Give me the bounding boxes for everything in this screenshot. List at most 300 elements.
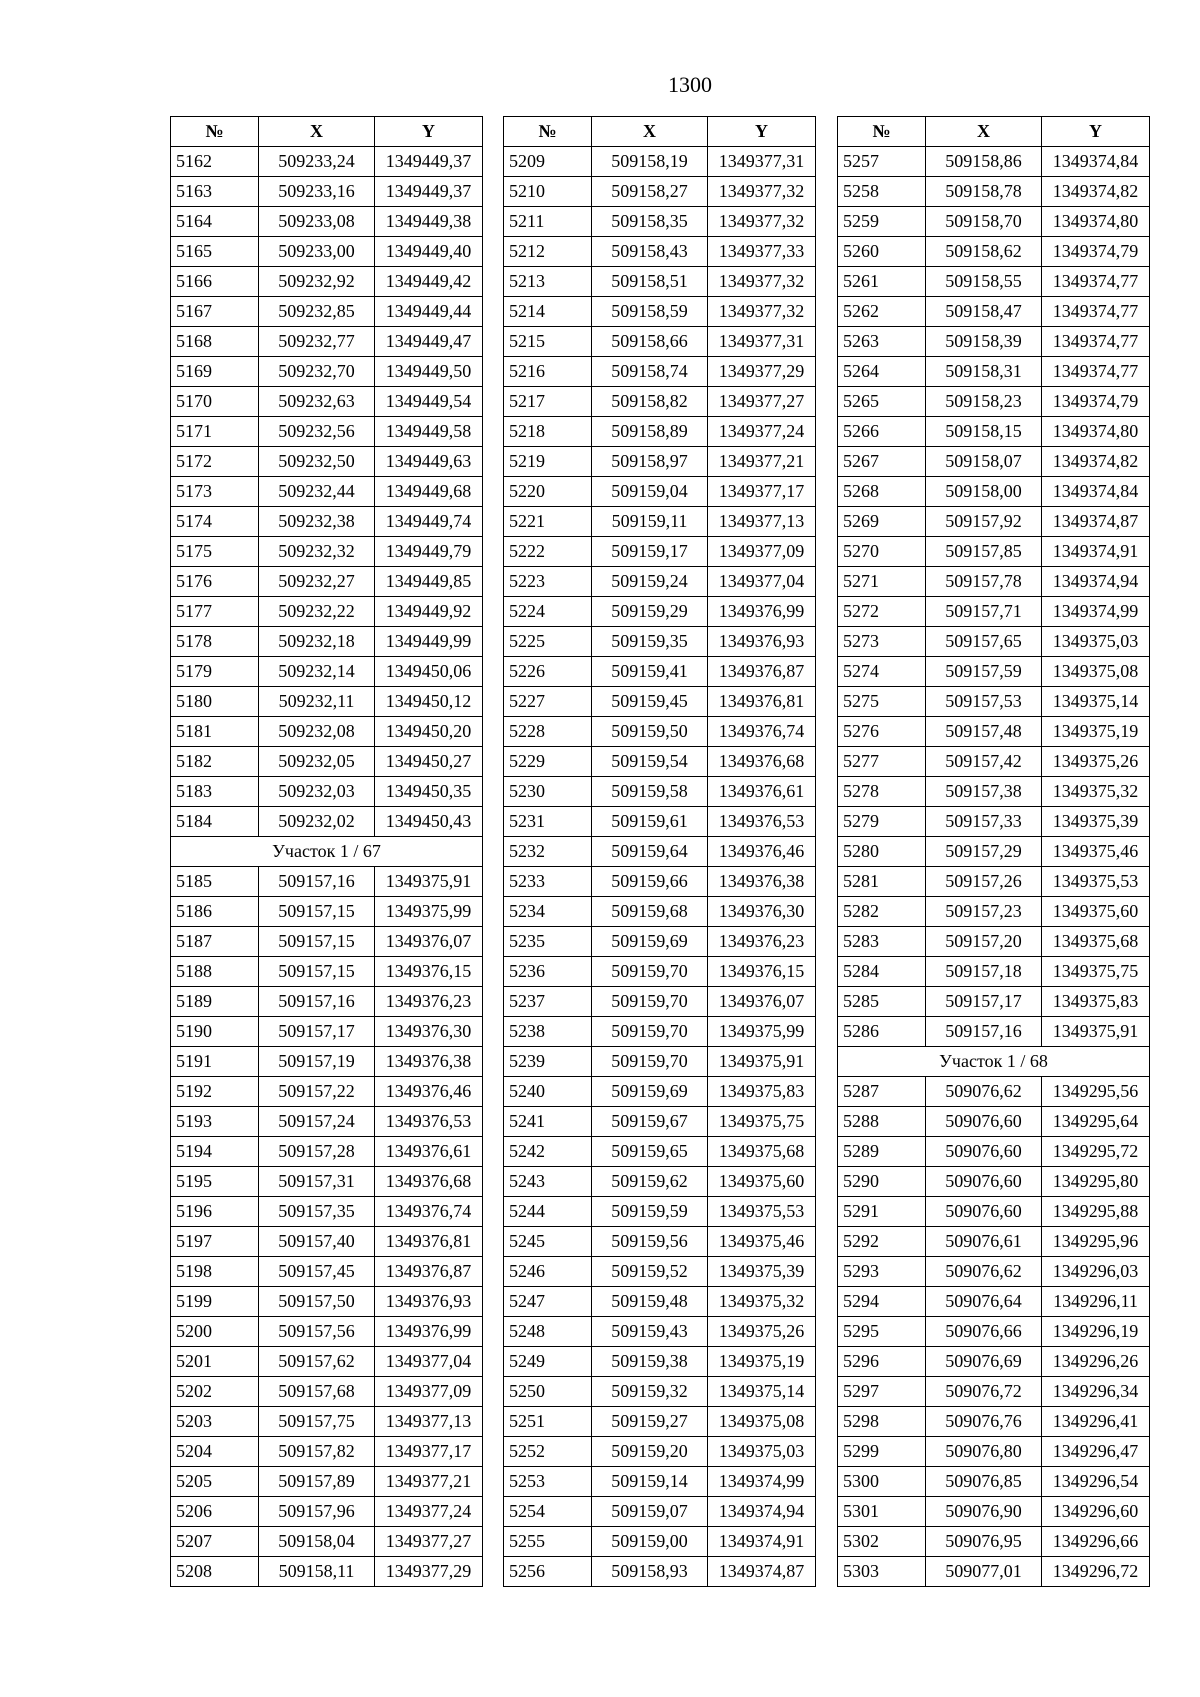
table-row bbox=[838, 507, 1150, 537]
x-coordinate: 509158,07 bbox=[926, 447, 1042, 477]
table-row bbox=[838, 1407, 1150, 1437]
y-coordinate: 1349376,07 bbox=[375, 927, 483, 957]
point-number: 5174 bbox=[171, 507, 259, 537]
x-coordinate: 509159,54 bbox=[592, 747, 708, 777]
table-row bbox=[171, 357, 483, 387]
table-row bbox=[171, 687, 483, 717]
table-row bbox=[504, 1107, 816, 1137]
x-coordinate: 509157,78 bbox=[926, 567, 1042, 597]
x-coordinate: 509159,45 bbox=[592, 687, 708, 717]
y-coordinate: 1349375,39 bbox=[1042, 807, 1150, 837]
table-row bbox=[171, 447, 483, 477]
point-number: 5178 bbox=[171, 627, 259, 657]
y-coordinate: 1349450,43 bbox=[375, 807, 483, 837]
x-coordinate: 509233,00 bbox=[259, 237, 375, 267]
x-coordinate: 509157,18 bbox=[926, 957, 1042, 987]
x-coordinate: 509157,17 bbox=[259, 1017, 375, 1047]
point-number: 5236 bbox=[504, 957, 592, 987]
table-row bbox=[171, 1257, 483, 1287]
table-row bbox=[504, 1557, 816, 1587]
table-row bbox=[504, 1077, 816, 1107]
table-row bbox=[171, 1497, 483, 1527]
x-coordinate: 509157,48 bbox=[926, 717, 1042, 747]
table-row bbox=[171, 177, 483, 207]
y-coordinate: 1349296,26 bbox=[1042, 1347, 1150, 1377]
y-coordinate: 1349376,46 bbox=[708, 837, 816, 867]
point-number: 5215 bbox=[504, 327, 592, 357]
x-coordinate: 509157,85 bbox=[926, 537, 1042, 567]
x-coordinate: 509158,66 bbox=[592, 327, 708, 357]
y-coordinate: 1349377,33 bbox=[708, 237, 816, 267]
table-row bbox=[171, 1347, 483, 1377]
x-coordinate: 509157,71 bbox=[926, 597, 1042, 627]
table-row bbox=[838, 777, 1150, 807]
x-coordinate: 509076,60 bbox=[926, 1107, 1042, 1137]
table-row bbox=[504, 1227, 816, 1257]
table-row bbox=[504, 1047, 816, 1077]
x-coordinate: 509076,61 bbox=[926, 1227, 1042, 1257]
point-number: 5206 bbox=[171, 1497, 259, 1527]
point-number: 5289 bbox=[838, 1137, 926, 1167]
point-number: 5263 bbox=[838, 327, 926, 357]
x-coordinate: 509157,35 bbox=[259, 1197, 375, 1227]
x-coordinate: 509159,70 bbox=[592, 1017, 708, 1047]
point-number: 5287 bbox=[838, 1077, 926, 1107]
x-coordinate: 509158,47 bbox=[926, 297, 1042, 327]
x-coordinate: 509159,48 bbox=[592, 1287, 708, 1317]
x-coordinate: 509232,70 bbox=[259, 357, 375, 387]
point-number: 5276 bbox=[838, 717, 926, 747]
x-coordinate: 509232,05 bbox=[259, 747, 375, 777]
x-coordinate: 509159,32 bbox=[592, 1377, 708, 1407]
y-coordinate: 1349449,37 bbox=[375, 177, 483, 207]
table-row bbox=[171, 807, 483, 837]
y-coordinate: 1349296,60 bbox=[1042, 1497, 1150, 1527]
y-coordinate: 1349375,03 bbox=[708, 1437, 816, 1467]
point-number: 5270 bbox=[838, 537, 926, 567]
x-coordinate: 509158,51 bbox=[592, 267, 708, 297]
table-row bbox=[838, 1137, 1150, 1167]
header-y: Y bbox=[375, 117, 483, 147]
point-number: 5250 bbox=[504, 1377, 592, 1407]
point-number: 5176 bbox=[171, 567, 259, 597]
x-coordinate: 509159,64 bbox=[592, 837, 708, 867]
y-coordinate: 1349374,77 bbox=[1042, 357, 1150, 387]
header-x: X bbox=[926, 117, 1042, 147]
point-number: 5217 bbox=[504, 387, 592, 417]
point-number: 5163 bbox=[171, 177, 259, 207]
table-row bbox=[838, 447, 1150, 477]
y-coordinate: 1349377,32 bbox=[708, 207, 816, 237]
x-coordinate: 509159,00 bbox=[592, 1527, 708, 1557]
y-coordinate: 1349374,79 bbox=[1042, 387, 1150, 417]
y-coordinate: 1349449,58 bbox=[375, 417, 483, 447]
point-number: 5231 bbox=[504, 807, 592, 837]
y-coordinate: 1349376,99 bbox=[708, 597, 816, 627]
point-number: 5211 bbox=[504, 207, 592, 237]
point-number: 5299 bbox=[838, 1437, 926, 1467]
x-coordinate: 509158,70 bbox=[926, 207, 1042, 237]
y-coordinate: 1349376,68 bbox=[708, 747, 816, 777]
x-coordinate: 509157,22 bbox=[259, 1077, 375, 1107]
x-coordinate: 509232,22 bbox=[259, 597, 375, 627]
y-coordinate: 1349377,09 bbox=[375, 1377, 483, 1407]
table-row bbox=[171, 297, 483, 327]
x-coordinate: 509157,20 bbox=[926, 927, 1042, 957]
x-coordinate: 509158,23 bbox=[926, 387, 1042, 417]
point-number: 5172 bbox=[171, 447, 259, 477]
table-row bbox=[838, 1107, 1150, 1137]
point-number: 5248 bbox=[504, 1317, 592, 1347]
point-number: 5196 bbox=[171, 1197, 259, 1227]
table-row bbox=[171, 237, 483, 267]
y-coordinate: 1349375,99 bbox=[708, 1017, 816, 1047]
y-coordinate: 1349449,44 bbox=[375, 297, 483, 327]
point-number: 5223 bbox=[504, 567, 592, 597]
table-row bbox=[838, 417, 1150, 447]
point-number: 5301 bbox=[838, 1497, 926, 1527]
y-coordinate: 1349377,24 bbox=[708, 417, 816, 447]
x-coordinate: 509157,16 bbox=[259, 867, 375, 897]
table-row bbox=[504, 1137, 816, 1167]
x-coordinate: 509158,00 bbox=[926, 477, 1042, 507]
point-number: 5187 bbox=[171, 927, 259, 957]
y-coordinate: 1349375,14 bbox=[708, 1377, 816, 1407]
x-coordinate: 509157,65 bbox=[926, 627, 1042, 657]
point-number: 5188 bbox=[171, 957, 259, 987]
y-coordinate: 1349377,21 bbox=[708, 447, 816, 477]
x-coordinate: 509232,92 bbox=[259, 267, 375, 297]
point-number: 5204 bbox=[171, 1437, 259, 1467]
table-row bbox=[504, 627, 816, 657]
x-coordinate: 509232,18 bbox=[259, 627, 375, 657]
table-row bbox=[838, 987, 1150, 1017]
table-row bbox=[838, 477, 1150, 507]
y-coordinate: 1349450,35 bbox=[375, 777, 483, 807]
y-coordinate: 1349376,74 bbox=[375, 1197, 483, 1227]
point-number: 5195 bbox=[171, 1167, 259, 1197]
x-coordinate: 509158,43 bbox=[592, 237, 708, 267]
y-coordinate: 1349449,54 bbox=[375, 387, 483, 417]
table-row bbox=[838, 1377, 1150, 1407]
table-row bbox=[504, 747, 816, 777]
y-coordinate: 1349449,68 bbox=[375, 477, 483, 507]
header-x: X bbox=[259, 117, 375, 147]
x-coordinate: 509158,15 bbox=[926, 417, 1042, 447]
y-coordinate: 1349375,68 bbox=[708, 1137, 816, 1167]
x-coordinate: 509157,26 bbox=[926, 867, 1042, 897]
y-coordinate: 1349450,06 bbox=[375, 657, 483, 687]
point-number: 5261 bbox=[838, 267, 926, 297]
table-row bbox=[838, 327, 1150, 357]
y-coordinate: 1349376,87 bbox=[708, 657, 816, 687]
table-row bbox=[838, 1347, 1150, 1377]
point-number: 5260 bbox=[838, 237, 926, 267]
y-coordinate: 1349377,17 bbox=[375, 1437, 483, 1467]
point-number: 5185 bbox=[171, 867, 259, 897]
table-row bbox=[171, 777, 483, 807]
table-row bbox=[838, 747, 1150, 777]
table-row bbox=[171, 1107, 483, 1137]
point-number: 5177 bbox=[171, 597, 259, 627]
table-row bbox=[504, 717, 816, 747]
x-coordinate: 509076,60 bbox=[926, 1137, 1042, 1167]
point-number: 5183 bbox=[171, 777, 259, 807]
table-row bbox=[171, 597, 483, 627]
point-number: 5291 bbox=[838, 1197, 926, 1227]
y-coordinate: 1349449,92 bbox=[375, 597, 483, 627]
y-coordinate: 1349377,21 bbox=[375, 1467, 483, 1497]
point-number: 5286 bbox=[838, 1017, 926, 1047]
y-coordinate: 1349374,99 bbox=[1042, 597, 1150, 627]
point-number: 5194 bbox=[171, 1137, 259, 1167]
y-coordinate: 1349375,60 bbox=[1042, 897, 1150, 927]
header-x: X bbox=[592, 117, 708, 147]
table-row bbox=[838, 1557, 1150, 1587]
point-number: 5230 bbox=[504, 777, 592, 807]
table-row bbox=[171, 627, 483, 657]
point-number: 5246 bbox=[504, 1257, 592, 1287]
y-coordinate: 1349296,19 bbox=[1042, 1317, 1150, 1347]
x-coordinate: 509232,85 bbox=[259, 297, 375, 327]
point-number: 5193 bbox=[171, 1107, 259, 1137]
table-row bbox=[171, 747, 483, 777]
point-number: 5298 bbox=[838, 1407, 926, 1437]
y-coordinate: 1349374,94 bbox=[1042, 567, 1150, 597]
y-coordinate: 1349376,53 bbox=[375, 1107, 483, 1137]
table-row bbox=[171, 867, 483, 897]
point-number: 5228 bbox=[504, 717, 592, 747]
table-row bbox=[171, 717, 483, 747]
y-coordinate: 1349376,93 bbox=[708, 627, 816, 657]
x-coordinate: 509157,33 bbox=[926, 807, 1042, 837]
point-number: 5239 bbox=[504, 1047, 592, 1077]
table-row bbox=[504, 297, 816, 327]
y-coordinate: 1349374,84 bbox=[1042, 147, 1150, 177]
y-coordinate: 1349377,13 bbox=[708, 507, 816, 537]
table-row bbox=[171, 927, 483, 957]
x-coordinate: 509159,11 bbox=[592, 507, 708, 537]
x-coordinate: 509077,01 bbox=[926, 1557, 1042, 1587]
point-number: 5189 bbox=[171, 987, 259, 1017]
x-coordinate: 509076,80 bbox=[926, 1437, 1042, 1467]
y-coordinate: 1349296,66 bbox=[1042, 1527, 1150, 1557]
x-coordinate: 509076,62 bbox=[926, 1077, 1042, 1107]
table-row bbox=[504, 417, 816, 447]
point-number: 5171 bbox=[171, 417, 259, 447]
x-coordinate: 509157,68 bbox=[259, 1377, 375, 1407]
x-coordinate: 509158,93 bbox=[592, 1557, 708, 1587]
y-coordinate: 1349377,24 bbox=[375, 1497, 483, 1527]
table-row bbox=[838, 687, 1150, 717]
x-coordinate: 509232,77 bbox=[259, 327, 375, 357]
x-coordinate: 509232,02 bbox=[259, 807, 375, 837]
point-number: 5249 bbox=[504, 1347, 592, 1377]
point-number: 5200 bbox=[171, 1317, 259, 1347]
point-number: 5192 bbox=[171, 1077, 259, 1107]
point-number: 5271 bbox=[838, 567, 926, 597]
y-coordinate: 1349375,83 bbox=[708, 1077, 816, 1107]
point-number: 5175 bbox=[171, 537, 259, 567]
x-coordinate: 509159,20 bbox=[592, 1437, 708, 1467]
table-row bbox=[171, 1377, 483, 1407]
y-coordinate: 1349374,77 bbox=[1042, 297, 1150, 327]
point-number: 5268 bbox=[838, 477, 926, 507]
table-row bbox=[838, 1167, 1150, 1197]
y-coordinate: 1349295,64 bbox=[1042, 1107, 1150, 1137]
section-row bbox=[171, 837, 483, 867]
x-coordinate: 509076,72 bbox=[926, 1377, 1042, 1407]
table-row bbox=[504, 177, 816, 207]
y-coordinate: 1349449,63 bbox=[375, 447, 483, 477]
y-coordinate: 1349375,26 bbox=[708, 1317, 816, 1347]
y-coordinate: 1349374,84 bbox=[1042, 477, 1150, 507]
x-coordinate: 509158,97 bbox=[592, 447, 708, 477]
x-coordinate: 509076,66 bbox=[926, 1317, 1042, 1347]
point-number: 5212 bbox=[504, 237, 592, 267]
point-number: 5191 bbox=[171, 1047, 259, 1077]
x-coordinate: 509159,17 bbox=[592, 537, 708, 567]
table-row bbox=[838, 297, 1150, 327]
y-coordinate: 1349376,23 bbox=[708, 927, 816, 957]
y-coordinate: 1349449,37 bbox=[375, 147, 483, 177]
point-number: 5198 bbox=[171, 1257, 259, 1287]
y-coordinate: 1349449,38 bbox=[375, 207, 483, 237]
point-number: 5275 bbox=[838, 687, 926, 717]
table-row bbox=[504, 927, 816, 957]
point-number: 5226 bbox=[504, 657, 592, 687]
y-coordinate: 1349374,77 bbox=[1042, 327, 1150, 357]
table-row bbox=[838, 897, 1150, 927]
point-number: 5279 bbox=[838, 807, 926, 837]
y-coordinate: 1349377,04 bbox=[375, 1347, 483, 1377]
x-coordinate: 509158,86 bbox=[926, 147, 1042, 177]
point-number: 5242 bbox=[504, 1137, 592, 1167]
table-row bbox=[504, 1347, 816, 1377]
x-coordinate: 509157,96 bbox=[259, 1497, 375, 1527]
section-row bbox=[838, 1047, 1150, 1077]
table-row bbox=[838, 657, 1150, 687]
y-coordinate: 1349377,31 bbox=[708, 327, 816, 357]
x-coordinate: 509159,35 bbox=[592, 627, 708, 657]
y-coordinate: 1349375,91 bbox=[375, 867, 483, 897]
x-coordinate: 509159,07 bbox=[592, 1497, 708, 1527]
table-row bbox=[171, 1287, 483, 1317]
x-coordinate: 509158,27 bbox=[592, 177, 708, 207]
table-row bbox=[504, 567, 816, 597]
table-row bbox=[504, 387, 816, 417]
y-coordinate: 1349449,85 bbox=[375, 567, 483, 597]
x-coordinate: 509157,23 bbox=[926, 897, 1042, 927]
y-coordinate: 1349376,61 bbox=[375, 1137, 483, 1167]
x-coordinate: 509233,24 bbox=[259, 147, 375, 177]
x-coordinate: 509232,38 bbox=[259, 507, 375, 537]
point-number: 5258 bbox=[838, 177, 926, 207]
point-number: 5272 bbox=[838, 597, 926, 627]
x-coordinate: 509158,35 bbox=[592, 207, 708, 237]
point-number: 5216 bbox=[504, 357, 592, 387]
table-row bbox=[504, 1377, 816, 1407]
point-number: 5201 bbox=[171, 1347, 259, 1377]
point-number: 5243 bbox=[504, 1167, 592, 1197]
table-row bbox=[171, 537, 483, 567]
table-row bbox=[504, 447, 816, 477]
point-number: 5266 bbox=[838, 417, 926, 447]
y-coordinate: 1349375,08 bbox=[708, 1407, 816, 1437]
table-row bbox=[171, 1317, 483, 1347]
header-number: № bbox=[504, 117, 592, 147]
point-number: 5184 bbox=[171, 807, 259, 837]
table-row bbox=[838, 1077, 1150, 1107]
point-number: 5302 bbox=[838, 1527, 926, 1557]
table-row bbox=[171, 147, 483, 177]
page-number: 1300 bbox=[668, 72, 712, 97]
point-number: 5296 bbox=[838, 1347, 926, 1377]
x-coordinate: 509159,68 bbox=[592, 897, 708, 927]
x-coordinate: 509159,24 bbox=[592, 567, 708, 597]
table-row bbox=[171, 897, 483, 927]
x-coordinate: 509232,11 bbox=[259, 687, 375, 717]
x-coordinate: 509159,67 bbox=[592, 1107, 708, 1137]
x-coordinate: 509157,15 bbox=[259, 927, 375, 957]
table-row bbox=[171, 657, 483, 687]
table-row bbox=[504, 237, 816, 267]
y-coordinate: 1349375,91 bbox=[708, 1047, 816, 1077]
table-row bbox=[838, 627, 1150, 657]
header-number: № bbox=[171, 117, 259, 147]
y-coordinate: 1349374,77 bbox=[1042, 267, 1150, 297]
point-number: 5267 bbox=[838, 447, 926, 477]
x-coordinate: 509157,59 bbox=[926, 657, 1042, 687]
x-coordinate: 509076,90 bbox=[926, 1497, 1042, 1527]
y-coordinate: 1349375,83 bbox=[1042, 987, 1150, 1017]
y-coordinate: 1349375,19 bbox=[1042, 717, 1150, 747]
x-coordinate: 509157,15 bbox=[259, 957, 375, 987]
y-coordinate: 1349376,46 bbox=[375, 1077, 483, 1107]
point-number: 5209 bbox=[504, 147, 592, 177]
header-y: Y bbox=[1042, 117, 1150, 147]
point-number: 5259 bbox=[838, 207, 926, 237]
x-coordinate: 509159,69 bbox=[592, 927, 708, 957]
y-coordinate: 1349375,46 bbox=[1042, 837, 1150, 867]
table-row bbox=[171, 987, 483, 1017]
table-row bbox=[171, 387, 483, 417]
table-row bbox=[171, 327, 483, 357]
y-coordinate: 1349450,27 bbox=[375, 747, 483, 777]
table-row bbox=[171, 1437, 483, 1467]
table-row bbox=[504, 1407, 816, 1437]
table-row bbox=[504, 1467, 816, 1497]
y-coordinate: 1349296,03 bbox=[1042, 1257, 1150, 1287]
x-coordinate: 509157,16 bbox=[259, 987, 375, 1017]
table-row bbox=[838, 267, 1150, 297]
y-coordinate: 1349375,32 bbox=[708, 1287, 816, 1317]
x-coordinate: 509159,66 bbox=[592, 867, 708, 897]
table-row bbox=[838, 867, 1150, 897]
y-coordinate: 1349375,26 bbox=[1042, 747, 1150, 777]
y-coordinate: 1349376,15 bbox=[375, 957, 483, 987]
table-row bbox=[838, 1017, 1150, 1047]
x-coordinate: 509157,89 bbox=[259, 1467, 375, 1497]
point-number: 5235 bbox=[504, 927, 592, 957]
coordinates-table-3 bbox=[837, 116, 1150, 1587]
point-number: 5197 bbox=[171, 1227, 259, 1257]
table-row bbox=[838, 567, 1150, 597]
table-row bbox=[504, 987, 816, 1017]
point-number: 5241 bbox=[504, 1107, 592, 1137]
point-number: 5229 bbox=[504, 747, 592, 777]
y-coordinate: 1349375,19 bbox=[708, 1347, 816, 1377]
